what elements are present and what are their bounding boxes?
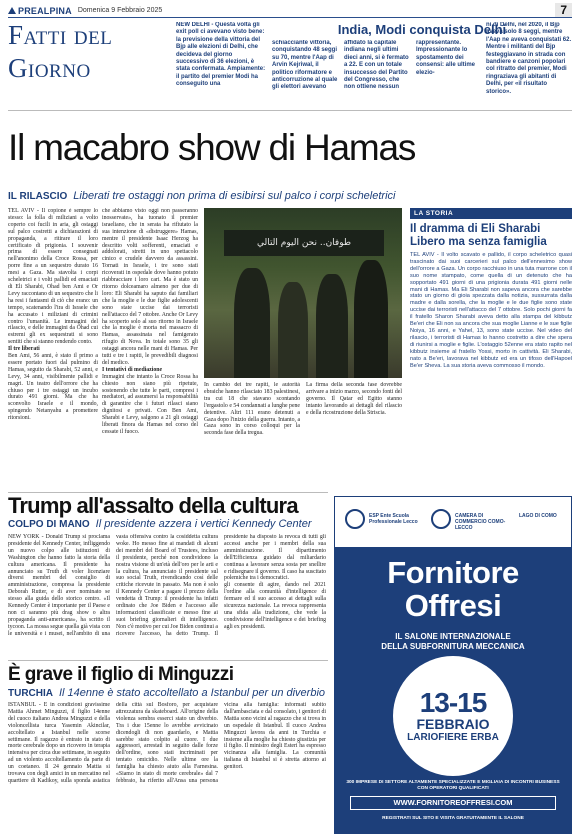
photo-figure (354, 260, 388, 378)
ad-logo-icon (431, 509, 451, 529)
storia-body: TEL AVIV - Il volto scavato e pallido, il corpo scheletrico quasi trascinato dai suoi carcerieri sul palco dell'ennesimo show dell'orrore a Gaza. Un corpo racchiuso in una tuta marrone con il suo nome stampato, come quella di un detenuto che ha sopportato 491 giorni di una prigionia durata 491 giorni nelle mani di Hamas. Ma Eli Sharabi non sapeva ancora che sarebbe stato un giorno di gioia spezzata dalla notizia, sussurrata dalla madre e dalla sorella, che la moglie e le due figlie sono state uccise dai terroristi nell'attacco del 7 ottobre. Solo pochi giorni fa il fratello Sharon Sharabi aveva detto alla stampa del kibbutz Be'eri che Eli non sa ancora che sua moglie Lianne e le sue figlie Noiya, 16 anni, e Yahel, 13, sono state uccise. Nel video del rilascio, i terroristi di Hamas lo hanno costretto a dire che spera di riunirsi a moglie e figlie. L'ostaggio 52enne era stato rapito nel kibbutz insieme al fratello Yossi, morto in cattività. Eli Sharabi, nato a Be'eri, lavorava nel kibbutz ed era un tifoso dell'Hapoel Be'er Sheva. La sua storia aveva commosso il mondo. (410, 252, 572, 369)
ad-tagline: 300 IMPRESE DI SETTORE ALTAMENTE SPECIALIZZATE E MIGLIAIA DI INCONTRI BUSINESS CON OPERATORI QUALIFICATI (346, 780, 560, 791)
india-title: India, Modi conquista Delhi (337, 22, 507, 37)
ad-logo-icon (345, 509, 365, 529)
paragraph: gli consente di agire, dando nel 2021 l'ordine alla comunità d'intelligence di fermare ed il suo accesso ai dettagli sulla sicurezza nazionale. La revoca rappresenta una sfida alla tradizione, che vede la condivisione dell'intelligence e dei briefing agli ex presidenti. (224, 582, 326, 630)
page-number: 7 (555, 3, 572, 17)
ad-logo-text: CAMERA DI COMMERCIO COMO-LECCO (455, 513, 506, 531)
kicker-subhead: Liberati tre ostaggi non prima di esibirsi sul palco i corpi scheletrici (73, 190, 396, 202)
storia-tag: LA STORIA (410, 208, 572, 219)
ad-logo-bar (334, 496, 572, 548)
trump-body (8, 534, 326, 658)
kicker-tag: TURCHIA (8, 688, 53, 699)
brand-icon (8, 7, 16, 14)
ad-title-line1: Fornitore (387, 555, 519, 590)
kicker-tag: COLPO DI MANO (8, 519, 90, 530)
india-body: schiacciante vittoria, conquistando 48 seggi su 70, mentre l'Aap di Arvin Kejriwal, il politico riformatore e anticorruzione al quale gli elettori avevano affidato la capitale indiana negli ultimi dieci anni, si è fermato a 22. E con un totale insuccesso del Partito del Congresso, che non ottiene nessun rappresentante. Impressionante lo spostamento dei consensi: alle ultime elezio- (272, 40, 476, 91)
ad-url-link[interactable]: WWW.FORNITOREOFFRESI.COM (350, 796, 556, 810)
india-body-right: ni di Delhi, nel 2020, il Bjp aveva solo 8 seggi, mentre l'Aap ne aveva conquistati 62. Mentre i militanti del Bjp festeggiavano in strada con bandiere e canzoni popolari col ritratto del premier, Modi ringraziava gli abitanti di Delhi, per «il risultato storico». (486, 22, 572, 95)
hamas-col-1 (8, 208, 98, 490)
headline-minguzzi: È grave il figlio di Minguzzi (8, 664, 234, 685)
divider (8, 660, 328, 661)
hamas-col-3: In cambio dei tre rapiti, le autorità ebraiche hanno rilasciato 183 palestinesi, tra cui 18 che stavano scontando l'ergastolo e 54 condannati a lunghe pene detentive. Altri 111 erano detenuti a Gaza dopo l'inizio della guerra. Intanto, a Gaza sono in corso colloqui per la seconda fase della tregua. (204, 382, 300, 437)
kicker-tag: IL RILASCIO (8, 191, 68, 202)
photo-figure (278, 282, 308, 378)
kicker-minguzzi (8, 687, 334, 699)
photo-figure (234, 268, 270, 378)
divider (8, 110, 572, 111)
ad-gear-icon (393, 656, 513, 776)
dateline: Domenica 9 Febbraio 2025 (77, 7, 163, 14)
paragraph: NEW YORK - Donald Trump si proclama presidente del Kennedy Center, infliggendo un nuovo colpo alle istituzioni di Washington che hanno fatto la storia della cultura americana. Il presidente ha annunciato su Truth di voler licenziare diversi membri del consiglio di amministrazione, compresa la presidente Deborah Rutter, e di aver nominato se stesso alla guida dello storico centro. «Il Kennedy Center è importante per il Paese e non ci saranno più drag show o altra propaganda anti-americana», ha scritto il tycoon. La mossa segue quella già vista con le università e i musei, nell'ambito di una vasta offensiva contro la cosiddetta cultura woke. Ho messo fine ai mandati di alcuni dei membri del Board of Trustees, incluso il presidente, perché non condividono la nostra visione di un'età dell'oro per le arti e la cultura, ha annunciato il presidente sul suo social Truth, rivendicando così delle critiche ricevute in passato. Ma non è solo il Kennedy Center a pagare il prezzo della vendetta di Trump: il presidente ha infatti ordinato che Joe Biden e l'accesso alle informazioni classificate e messo fine ai suoi briefing giornalieri di intelligence. Non c'è motivo per cui Joe Biden continui a ricevere l'accesso, ha detto Trump. Il presidente ha disposto la revoca di tutti gli accessi anche per i membri della sua amministrazione. Il dipartimento dell'Efficienza guidato dal miliardario continua a lavorare senza sosta per snellire e ridisegnare il governo. Il caso ha suscitato polemiche tra i democratici. (8, 534, 326, 637)
ad-sub-line2: DELLA SUBFORNITURA MECCANICA (381, 642, 525, 651)
ad-logo-text: LAGO DI COMO (519, 513, 557, 519)
ad-logo-text: ESP Ente Scuola Professionale Lecco (369, 513, 418, 525)
kicker-subhead: Il presidente azzera i vertici Kennedy Center (95, 518, 312, 530)
ad-venue: LARIOFIERE ERBA (407, 732, 499, 743)
hamas-col-4: La firma della seconda fase dovrebbe arrivare a inizio marzo, secondo fonti del governo. Il Qatar ed Egitto stanno intanto lavorando ai dettagli del rilascio e della ricostruzione della Striscia. (306, 382, 402, 416)
paragraph: che abbiamo visto oggi non passeranno inosservate», ha tuonato il premier israeliano, che in serata ha rifiutato la sua intenzione di «distruggere» Hamas, mentre il presidente Isaac Herzog ha descritto volti sofferenti, emaciati e addolorati, stretti in uno spettacolo cinico e crudele davvero da assassini. Tornati in Israele, i tre sono stati ricoverati in ospedale dove hanno potuto riabbracciare i loro cari. Ma è stato un ritorno dolceamaro almeno per due di loro: Eli Sharabi ha saputo dai familiari che la moglie e le due figlie adolescenti sono state uccise dai terroristi nell'attacco del 7 ottobre. Anche Or Levy ha scoperto solo al suo ritorno in Israele che la moglie è morta nel massacro di Hamas, assassinata nel famigerato rifugio di Nova. In totale sono 35 gli ostaggi ancora nelle mani di Hamas. Per tutti e tre i rapiti, le prevedibili diagnosi del medico. (102, 208, 198, 366)
paragraph: TEL AVIV - Il copione è sempre lo stesso: la folla di miliziani a volto coperto coi fucili in aria, gli ostaggi sul palco costretti a dichiarazioni di propaganda, a ritirare il loro certificato di prigionia. I souvenir prima di essere consegnati nell'anonimo della Croce Rossa, per porre fine a un sequestro durato 16 mesi a Gaza. Ma stavolta i corpi scheletrici e i volti pallidi ed emaciati di Eli Sharabi, Ohad ben Ami e Or Levy raccontano di un sequestro che li ha resi i fantasmi di ciò che erano: un tempo, scatenando l'ira di Israele che ha accusato i miliziani di crimini contro l'umanità. Le immagini del rilascio, e delle immagini da Ohad cui estremi gli ex sequestrati si sono sentiti che si stanno rendendo conto. (8, 208, 98, 346)
hamas-col-2 (102, 208, 198, 490)
storia-sidebar (410, 208, 572, 490)
ad-footer: REGISTRATI SUL SITO E VISITA GRATUITAMENTE IL SALONE (382, 816, 524, 821)
fatti-title-line1: Fatti del (8, 20, 113, 50)
paragraph: Immagini che intanto la Croce Rossa ha chiesto non siano più ripetute, sostenendo che tutte le parti, compresi i mediatori, ad assumersi la responsabilità di garantire che i futuri rilasci siano dignitosi e privati. Con Ben Ami, Sharabi e Levy, salgono a 21 gli ostaggi liberati finora da Hamas nel corso del cessate il fuoco. (102, 373, 198, 435)
subhead: Il tre liberati (8, 346, 40, 353)
ad-title-line2: Offresi (404, 588, 502, 623)
brief-new-delhi: NEW DELHI - Questa volta gli exit poll ci avevano visto bene: la previsione della vittoria del Bjp alle elezioni di Delhi, che decideva del giorno successivo di 36 elezioni, è stata confermata. Ampiamente: il partito del premier Modi ha conseguito una (176, 22, 266, 88)
fatti-title-line2: Giorno (8, 53, 91, 83)
masthead (8, 4, 572, 18)
advertisement-fornitore-offresi[interactable] (334, 496, 572, 834)
ad-dates: 13-15 (419, 687, 487, 718)
storia-title: Il dramma di Eli Sharabi Libero ma senza famiglia (410, 223, 547, 248)
ad-month: FEBBRAIO (416, 716, 490, 732)
ad-sub-line1: IL SALONE INTERNAZIONALE (395, 632, 511, 641)
fatti-del-giorno (8, 22, 168, 100)
paragraph: Ben Ami, 56 anni, è stato il primo a essere portato fuori dal pulmino di Hamas, seguito da Sharabi, 52 anni, e Levy, 34 anni, visibilmente pallidi e magri. Un teatro dell'orrore che ha chiuso per i tre ostaggi un incubo durato 491 giorni. Ma che ha sconvolto Israele e il mondo, spingendo Netanyahu a promettere ritorsioni. (8, 353, 98, 422)
photo-figure (316, 274, 348, 378)
ad-title (334, 556, 572, 622)
kicker-hamas (8, 190, 572, 202)
hamas-photo (204, 208, 402, 378)
minguzzi-body: ISTANBUL - È in condizioni gravissime Mattia Ahmet Minguzzi, il figlio 14enne del cuoco italiano Andrea Minguzzi e della violoncellista turca Yasemin Akincilar, accoltellato a Istanbul nelle scorse settimane. Il ragazzo è entrato in stato di morte cerebrale dopo un ricovero in terapia intensiva per circa due settimane, in seguito ad un violento accoltellamento da parte di un coetaneo. Il 24 gennaio Mattia si trovava con degli amici in un mercatino nel quartiere di Kadikoy, sulla sponda asiatica della città sul Bosforo, per acquistare attrezzatura da skateboard. All'origine della violenza sembra esserci stato un diverbio. Tra i due 15enne lo avrebbe avvicinato dicendogli di non guardarlo, e Mattia sarebbe stato colpito al cuore. I due aggressori, arrestati in seguito dalle forze dell'ordine, sono stati incriminati per tentato omicidio. Nelle ultime ore la famiglia ha chiesto aiuto alla Farnesina. «Siamo in stato di morte cerebrale» dal 7 febbraio, ha riferito all'Ansa una persona vicina alla famiglia: informati subito dall'ambasciata e dal consolato, i genitori di Mattia sono vicini al ragazzo che si trova in un ospedale di Istanbul. Il cuoco Andrea Minguzzi lavora da anni in Turchia e insieme alla moglie ha chiesto giustizia per il figlio. Il ministro degli Esteri ha espresso vicinanza alla famiglia. La comunità italiana di Istanbul si è stretta attorno ai genitori. (8, 702, 326, 784)
subhead: I tentativi di mediazione (102, 366, 163, 373)
headline-hamas: Il macabro show di Hamas (8, 127, 416, 168)
photo-banner: طوفان.. نحن اليوم التالي (224, 230, 384, 256)
brand-name[interactable]: PREALPINA (18, 5, 72, 16)
kicker-subhead: Il 14enne è stato accoltellato a Istanbul per un diverbio (59, 687, 326, 699)
headline-trump: Trump all'assalto della cultura (8, 493, 298, 518)
kicker-trump (8, 518, 338, 530)
ad-event-info (393, 656, 513, 776)
ad-subtitle (334, 632, 572, 652)
